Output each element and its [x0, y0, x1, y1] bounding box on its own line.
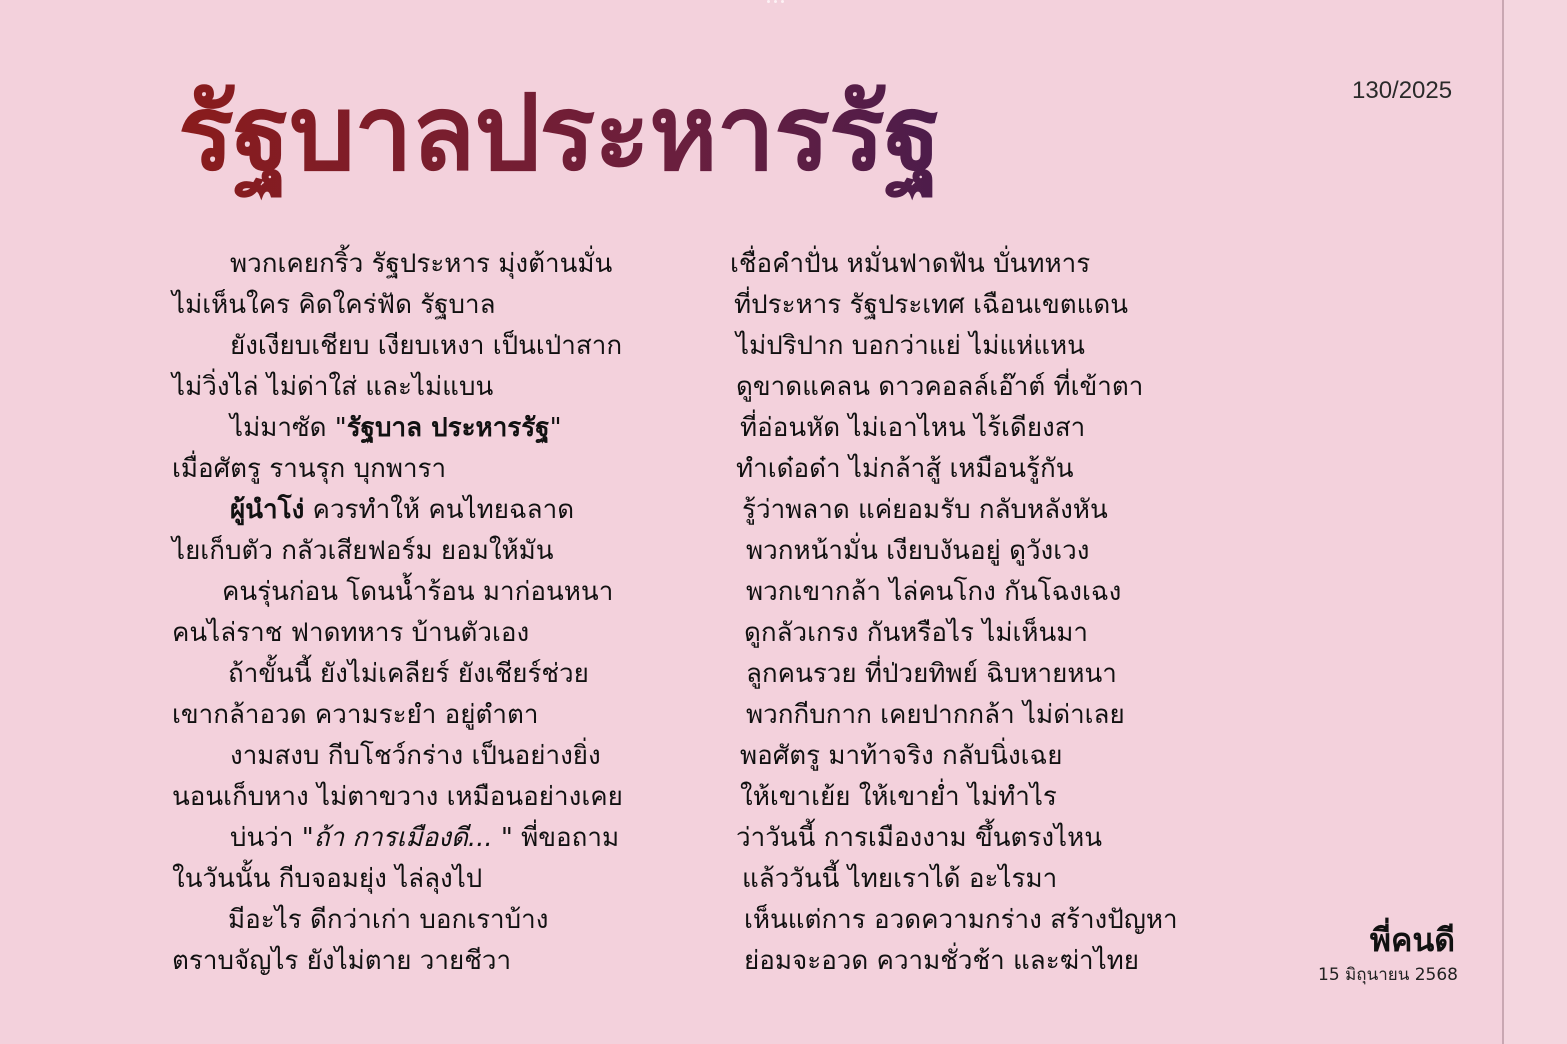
poem-line	[730, 244, 1330, 285]
poem-line	[172, 818, 732, 859]
poem-line	[172, 326, 732, 367]
author-name: พี่คนดี	[1369, 921, 1455, 959]
poem-line	[172, 900, 732, 941]
poem-line	[730, 408, 1330, 449]
emphasis-text: ผู้นำโง่	[230, 495, 305, 525]
line-text: เชื่อคำปั่น หมั่นฟาดฟัน บั่นทหาร	[730, 249, 1091, 279]
line-text: ทำเด๋อด๋า ไม่กล้าสู้ เหมือนรู้กัน	[736, 454, 1074, 484]
poem-line	[730, 285, 1330, 326]
poem-left-column	[172, 244, 732, 982]
page-side-margin	[1504, 0, 1567, 1044]
line-text: ในวันนั้น กีบจอมยุ่ง ไล่ลุงไป	[172, 864, 483, 894]
poem-line	[172, 367, 732, 408]
line-text: ดูขาดแคลน ดาวคอลล์เอ๊าต์ ที่เข้าตา	[736, 372, 1144, 402]
poem-line	[172, 695, 732, 736]
line-text: รู้ว่าพลาด แค่ยอมรับ กลับหลังหัน	[742, 495, 1108, 525]
line-text: ไม่ปริปาก บอกว่าแย่ ไม่แห่แหน	[736, 331, 1085, 361]
line-text: ไยเก็บตัว กลัวเสียฟอร์ม ยอมให้มัน	[172, 536, 554, 566]
poem-line	[730, 449, 1330, 490]
poem-line	[730, 490, 1330, 531]
line-text: พวกเคยกริ้ว รัฐประหาร มุ่งต้านมั่น	[230, 249, 613, 279]
line-text: แล้ววันนี้ ไทยเราได้ อะไรมา	[742, 864, 1058, 894]
poem-line	[172, 736, 732, 777]
poem-line	[172, 244, 732, 285]
line-text: พวกกีบกาก เคยปากกล้า ไม่ด่าเลย	[746, 700, 1125, 730]
line-text: "	[549, 413, 562, 443]
poem-line	[730, 818, 1330, 859]
line-text: ถ้าขั้นนี้ ยังไม่เคลียร์ ยังเชียร์ช่วย	[228, 659, 589, 689]
poem-line	[730, 777, 1330, 818]
poem-line	[172, 654, 732, 695]
poem-line	[730, 941, 1330, 982]
poem-line	[172, 572, 732, 613]
poem-title: รัฐบาลประหารรัฐ	[178, 58, 1178, 208]
line-text: ว่าวันนี้ การเมืองงาม ขึ้นตรงไหน	[736, 823, 1103, 853]
line-text: งามสงบ กีบโชว์กร่าง เป็นอย่างยิ่ง	[230, 741, 601, 771]
line-text: ย่อมจะอวด ความชั่วช้า และฆ่าไทย	[744, 946, 1140, 976]
more-options-icon[interactable]	[760, 0, 790, 8]
poem-line	[172, 408, 732, 449]
poem-line	[730, 736, 1330, 777]
poem-line	[172, 449, 732, 490]
poem-line	[730, 859, 1330, 900]
line-text: เห็นแต่การ อวดความกร่าง สร้างปัญหา	[744, 905, 1178, 935]
poem-line	[172, 859, 732, 900]
line-text: ยังเงียบเชียบ เงียบเหงา เป็นเป่าสาก	[230, 331, 623, 361]
poem-line	[730, 900, 1330, 941]
line-text: ตราบจัญไร ยังไม่ตาย วายชีวา	[172, 946, 512, 976]
poem-line	[172, 613, 732, 654]
line-text: เมื่อศัตรู รานรุก บุกพารา	[172, 454, 447, 484]
poem-line	[730, 572, 1330, 613]
line-text: ดูกลัวเกรง กันหรือไร ไม่เห็นมา	[744, 618, 1089, 648]
poem-right-column	[730, 244, 1330, 982]
poem-line	[730, 531, 1330, 572]
poem-line	[730, 695, 1330, 736]
line-text: พวกหน้ามั่น เงียบงันอยู่ ดูวังเวง	[746, 536, 1090, 566]
poem-line	[172, 941, 732, 982]
line-text: ไม่เห็นใคร คิดใคร่ฟัด รัฐบาล	[172, 290, 496, 320]
poem-line	[172, 285, 732, 326]
italic-text: ถ้า การเมืองดี...	[313, 823, 493, 853]
line-text: พอศัตรู มาท้าจริง กลับนิ่งเฉย	[740, 741, 1063, 771]
emphasis-text: รัฐบาล ประหารรัฐ	[346, 413, 550, 443]
issue-number: 130/2025	[1352, 77, 1453, 104]
line-text: ควรทำให้ คนไทยฉลาด	[304, 495, 575, 525]
publish-date: 15 มิถุนายน 2568	[1318, 965, 1458, 985]
line-text: เขากล้าอวด ความระยำ อยู่ตำตา	[172, 700, 539, 730]
poem-line	[730, 613, 1330, 654]
line-text: คนไล่ราช ฟาดทหาร บ้านตัวเอง	[172, 618, 530, 648]
line-text: มีอะไร ดีกว่าเก่า บอกเราบ้าง	[228, 905, 549, 935]
poem-line	[730, 367, 1330, 408]
line-text: ไม่มาซัด "	[230, 413, 347, 443]
poem-line	[172, 531, 732, 572]
poem-line	[730, 326, 1330, 367]
line-text: ที่ประหาร รัฐประเทศ เฉือนเขตแดน	[734, 290, 1129, 320]
line-text: " พี่ขอถาม	[492, 823, 620, 853]
line-text: ให้เขาเย้ย ให้เขาย่ำ ไม่ทำไร	[740, 782, 1057, 812]
poem-line	[172, 490, 732, 531]
line-text: บ่นว่า "	[230, 823, 314, 853]
line-text: พวกเขากล้า ไล่คนโกง กันโฉงเฉง	[746, 577, 1122, 607]
line-text: ลูกคนรวย ที่ป่วยทิพย์ ฉิบหายหนา	[746, 659, 1117, 689]
poem-line	[730, 654, 1330, 695]
line-text: คนรุ่นก่อน โดนน้ำร้อน มาก่อนหนา	[222, 577, 614, 607]
poem-line	[172, 777, 732, 818]
line-text: ที่อ่อนหัด ไม่เอาไหน ไร้เดียงสา	[740, 413, 1086, 443]
line-text: ไม่วิ่งไล่ ไม่ด่าใส่ และไม่แบน	[172, 372, 494, 402]
line-text: นอนเก็บหาง ไม่ตาขวาง เหมือนอย่างเคย	[172, 782, 623, 812]
